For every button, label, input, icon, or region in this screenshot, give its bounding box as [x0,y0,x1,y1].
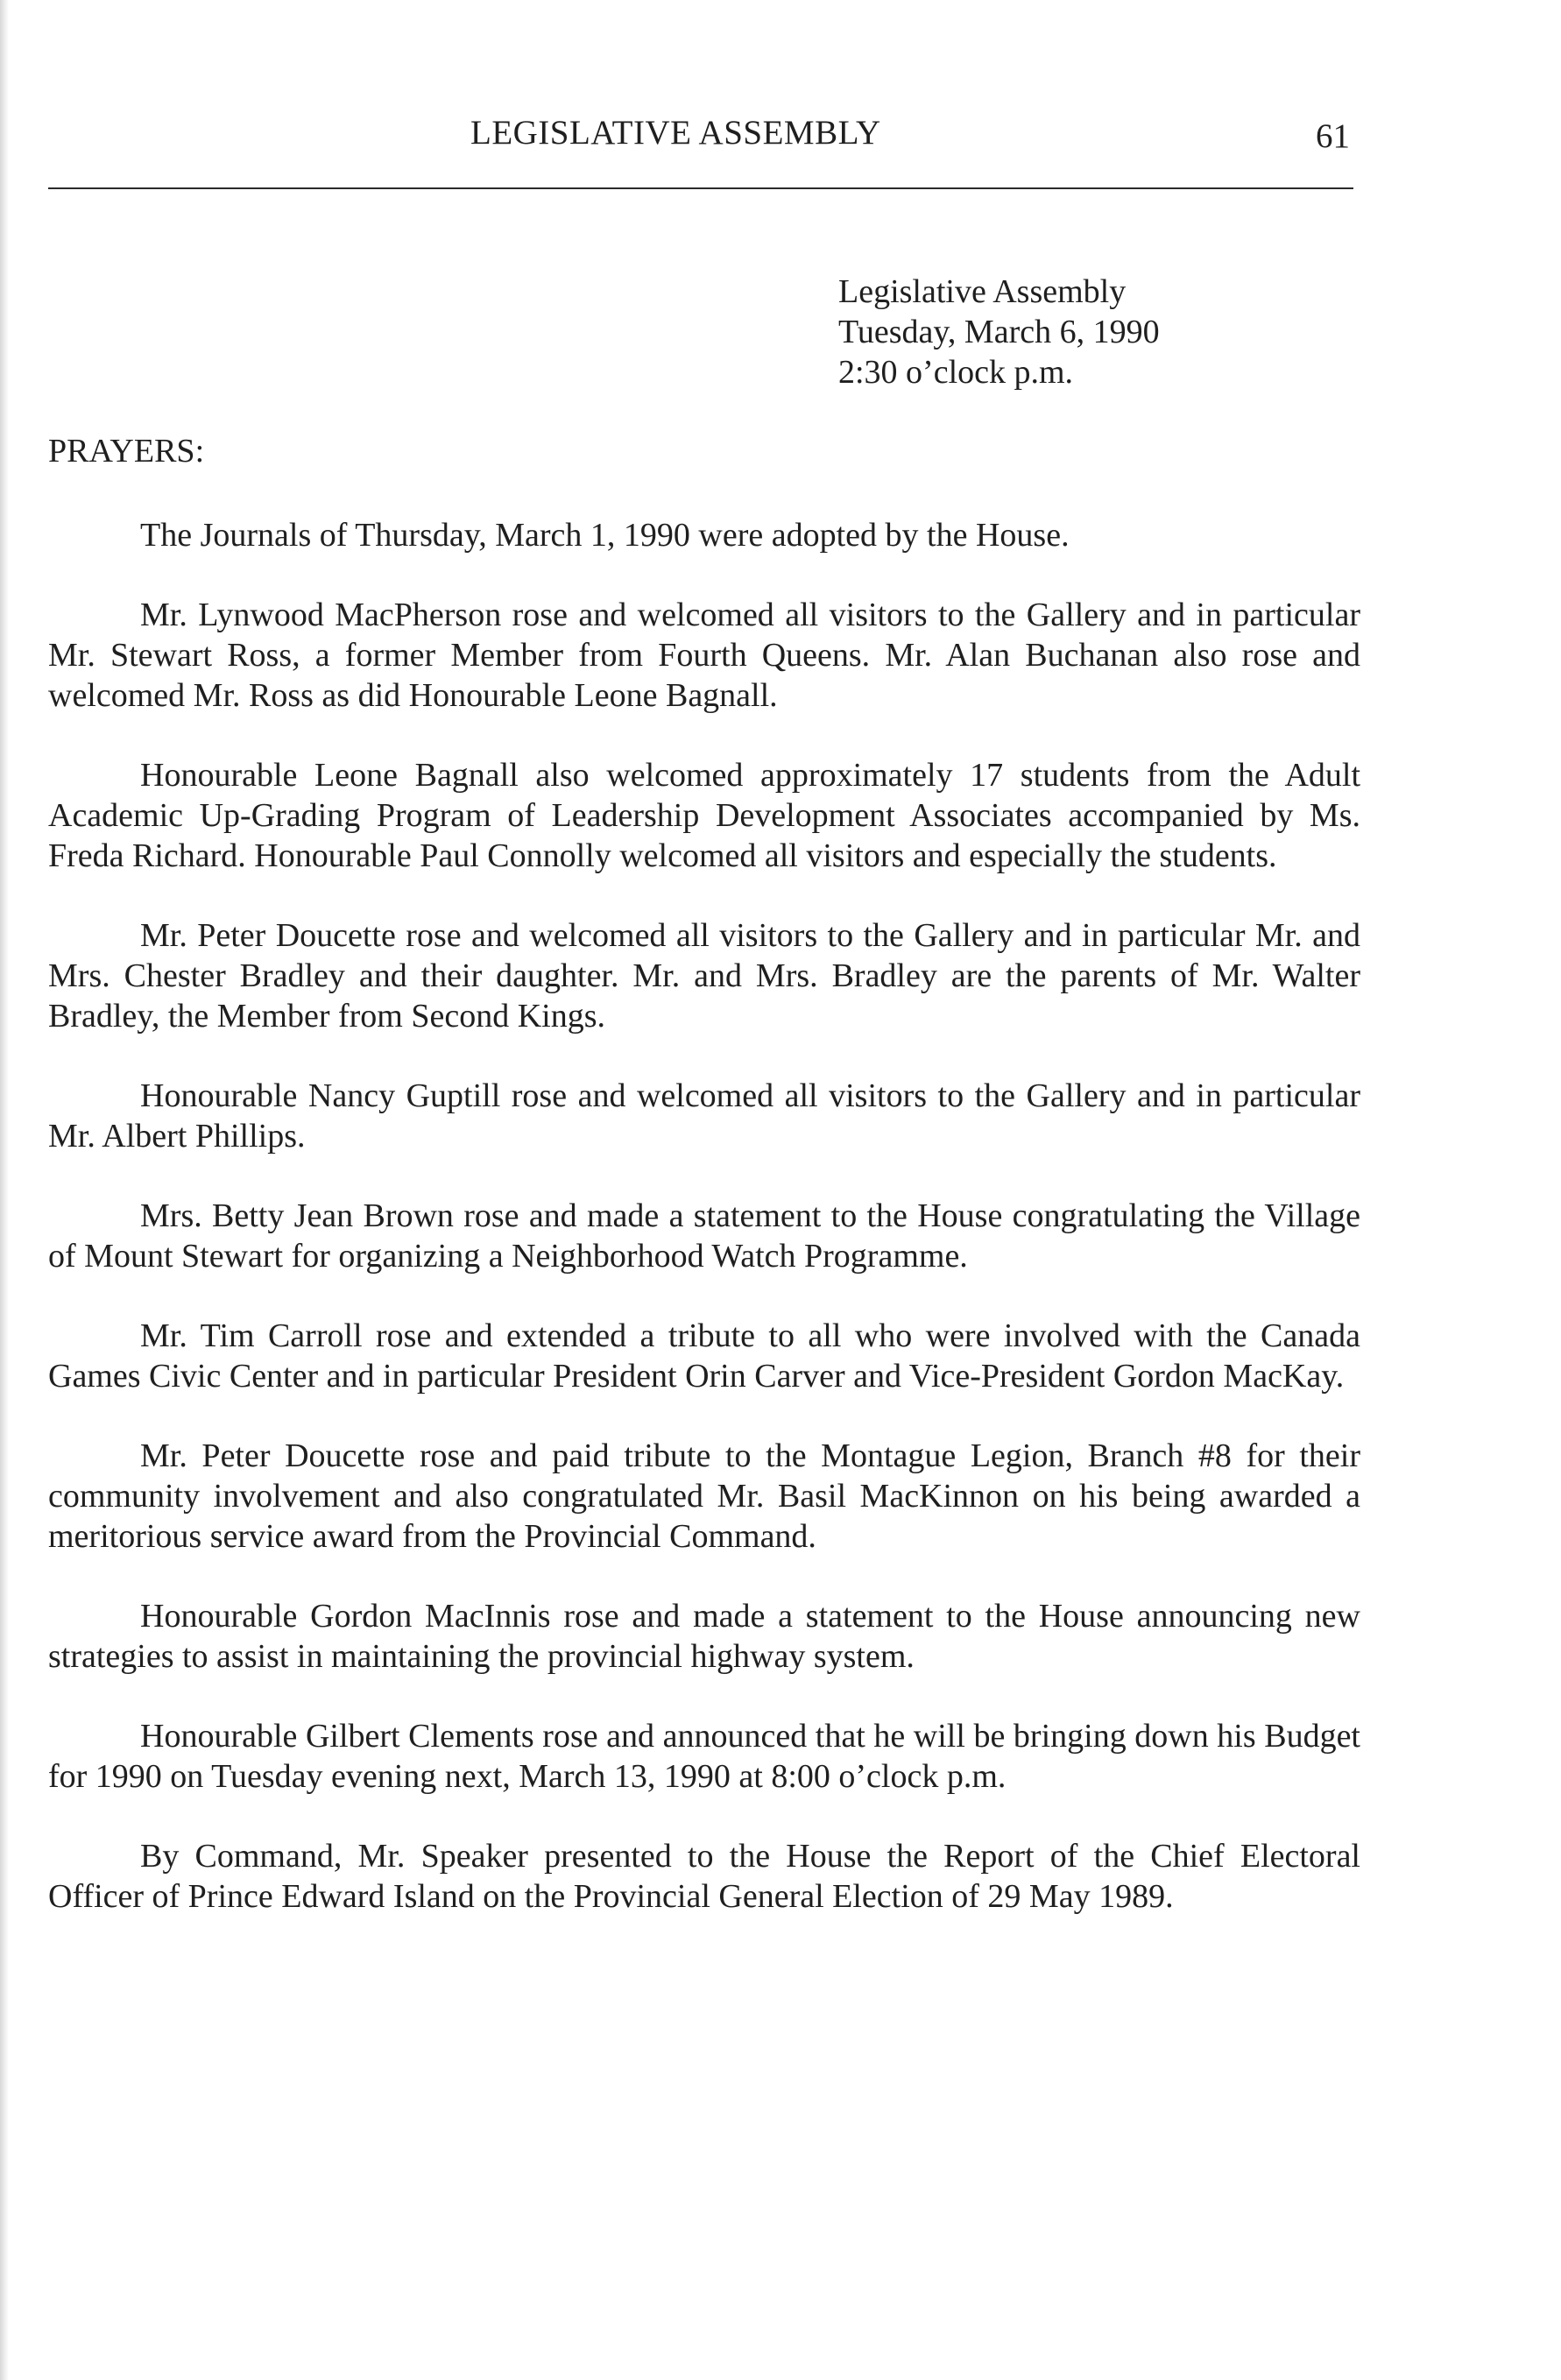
paragraph-speaker-report: By Command, Mr. Speaker presented to the House the Report of the Chief Electoral Officer of Prince Edward Island on the Provincial General Election of 29 May 1989. [48,1838,1360,1915]
paragraph-guptill-welcome: Honourable Nancy Guptill rose and welcomed all visitors to the Gallery and in particular Mr. Albert Phillips. [48,1077,1360,1155]
paragraph-carroll-tribute: Mr. Tim Carroll rose and extended a tribute to all who were involved with the Canada Games Civic Center and in particular President Orin Carver and Vice-President Gordon MacKay. [48,1317,1360,1395]
header-rule [48,187,1353,189]
paragraph-bagnall-students: Honourable Leone Bagnall also welcomed approximately 17 students from the Adult Academic Up-Grading Program of Leadership Development Associates accompanied by Ms. Freda Richard. Honourable Paul Connolly welcomed all visitors and especially the students. [48,757,1360,874]
paragraph-journals-adopted: The Journals of Thursday, March 1, 1990 were adopted by the House. [140,517,1070,554]
page-edge-shadow [0,0,9,2380]
sitting-body: Legislative Assembly [838,273,1127,310]
paragraph-doucette-tribute: Mr. Peter Doucette rose and paid tribute to the Montague Legion, Branch #8 for their community involvement and also congratulated Mr. Basil MacKinnon on his being awarded a meritorious service award from the Provincial Command. [48,1437,1360,1555]
paragraph-brown-statement: Mrs. Betty Jean Brown rose and made a statement to the House congratulating the Village of Mount Stewart for organizing a Neighborhood Watch Programme. [48,1197,1360,1275]
paragraph-doucette-welcome: Mr. Peter Doucette rose and welcomed all visitors to the Gallery and in particular Mr. and Mrs. Chester Bradley and their daughter. Mr. and Mrs. Bradley are the parents of Mr. Walter Bradley, the Member from Second Kings. [48,917,1360,1035]
sitting-time: 2:30 o’clock p.m. [838,354,1074,391]
sitting-date: Tuesday, March 6, 1990 [838,314,1160,350]
page-number: 61 [1316,117,1350,155]
running-head-title: LEGISLATIVE ASSEMBLY [470,114,881,152]
paragraph-macpherson-welcome: Mr. Lynwood MacPherson rose and welcomed all visitors to the Gallery and in particular Mr. Stewart Ross, a former Member from Fourth Queens. Mr. Alan Buchanan also rose and welcomed Mr. Ross as did Honourable Leone Bagnall. [48,597,1360,714]
paragraph-macinnis-statement: Honourable Gordon MacInnis rose and made a statement to the House announcing new strategies to assist in maintaining the provincial highway system. [48,1598,1360,1675]
sitting-block [838,272,1160,392]
prayers-heading: PRAYERS: [48,433,205,470]
paragraph-clements-budget: Honourable Gilbert Clements rose and announced that he will be bringing down his Budget for 1990 on Tuesday evening next, March 13, 1990 at 8:00 o’clock p.m. [48,1718,1360,1795]
proceedings-body [48,515,1360,1956]
